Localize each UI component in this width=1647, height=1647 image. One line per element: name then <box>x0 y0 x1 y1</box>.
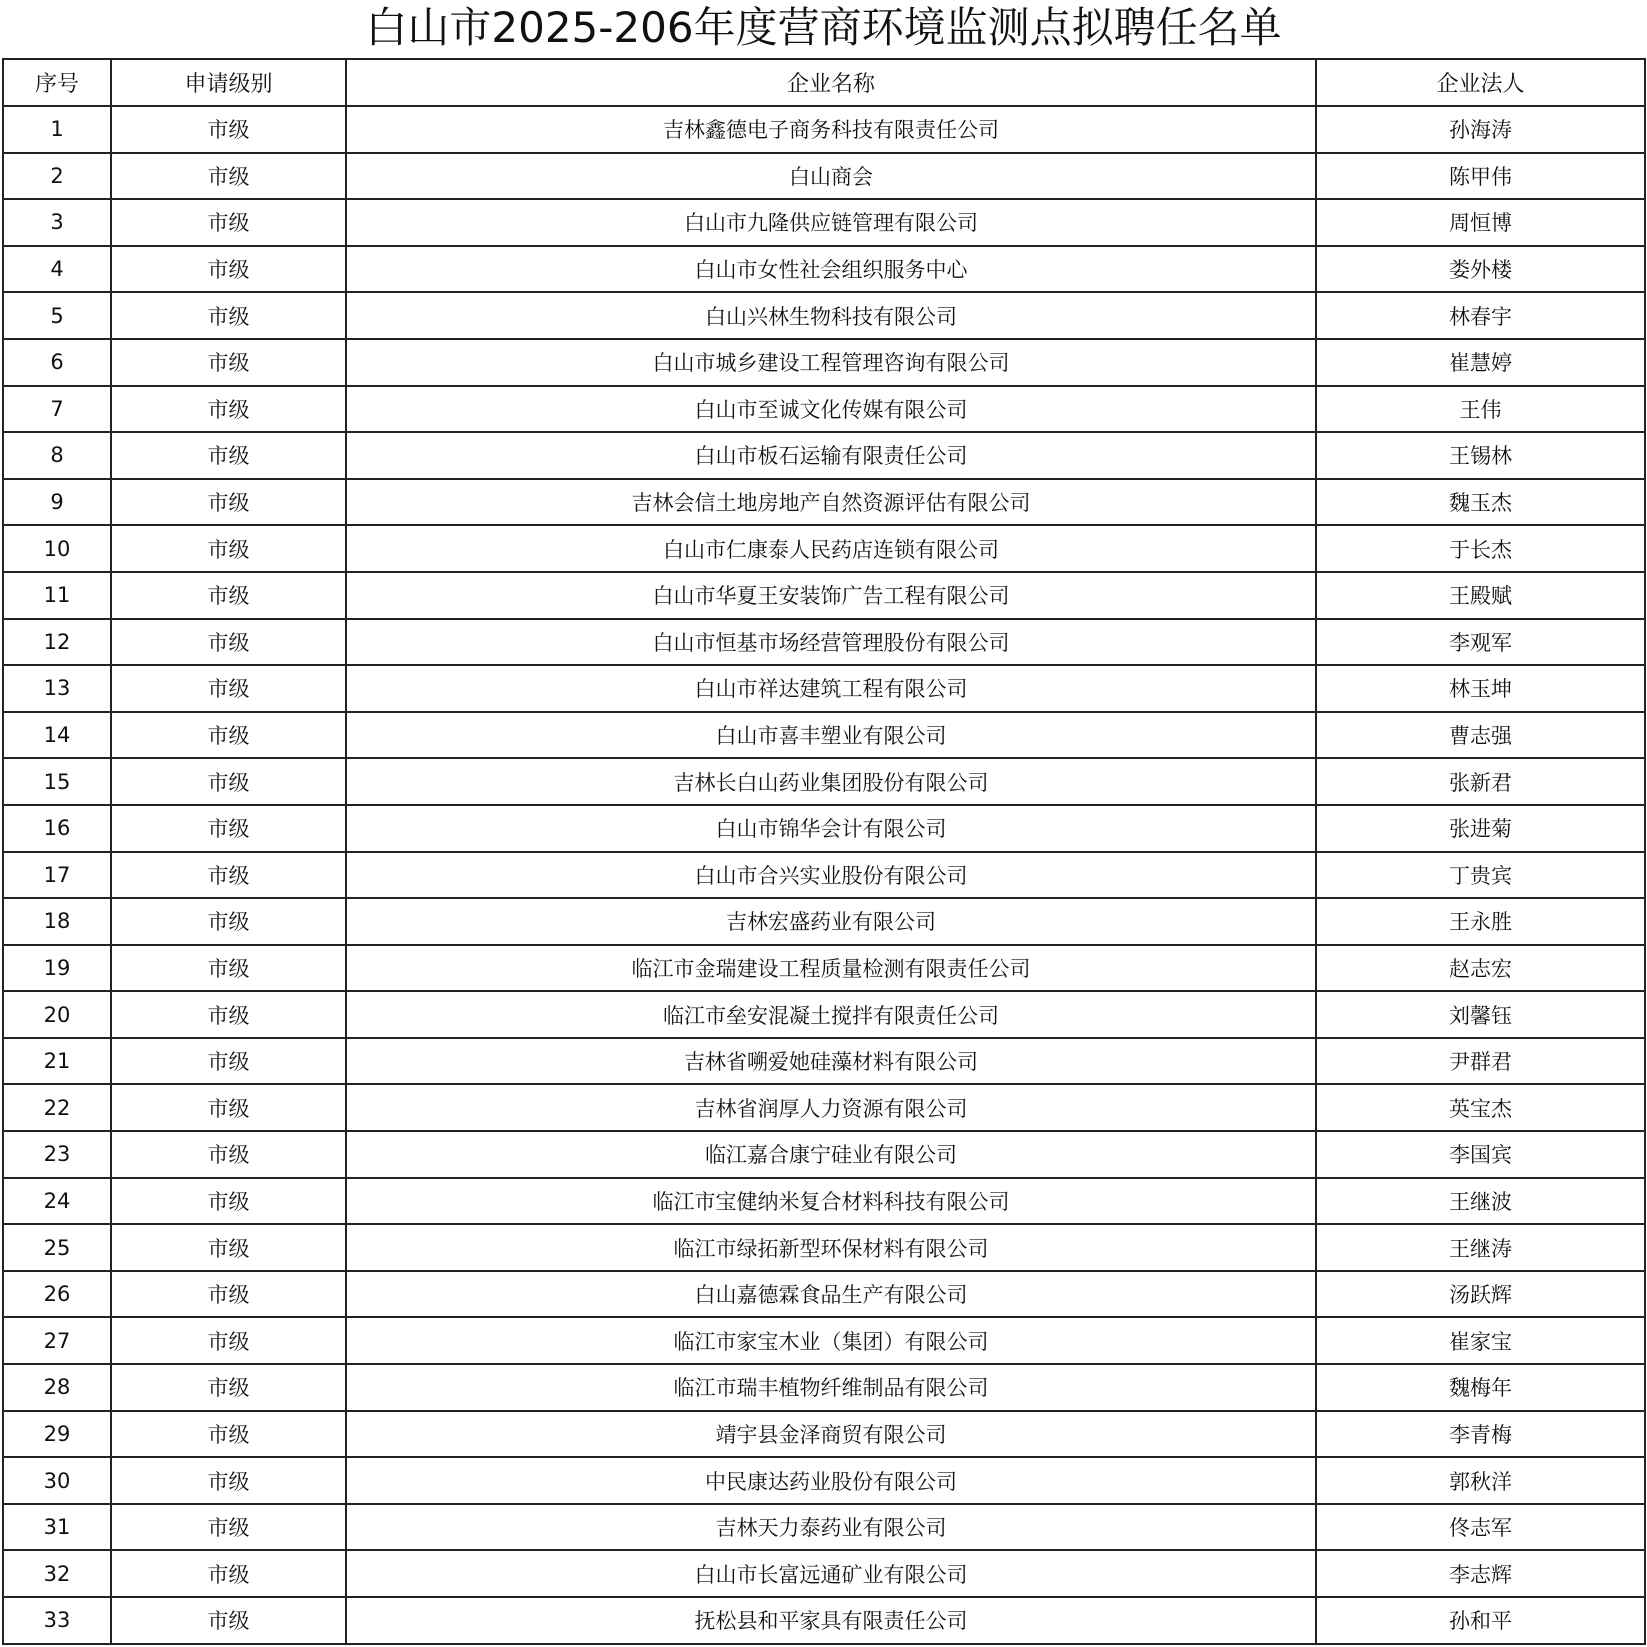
table-row <box>3 1504 1645 1551</box>
cell-legal-person: 张新君 <box>1316 758 1645 805</box>
cell-company: 白山市城乡建设工程管理咨询有限公司 <box>346 339 1316 386</box>
table-row <box>3 199 1645 246</box>
cell-company: 临江嘉合康宁硅业有限公司 <box>346 1131 1316 1178</box>
table-body <box>3 106 1645 1644</box>
cell-company: 吉林会信土地房地产自然资源评估有限公司 <box>346 479 1316 526</box>
table-row <box>3 1178 1645 1225</box>
cell-legal-person: 李国宾 <box>1316 1131 1645 1178</box>
cell-legal-person: 英宝杰 <box>1316 1084 1645 1131</box>
table-row <box>3 991 1645 1038</box>
cell-company: 白山市锦华会计有限公司 <box>346 805 1316 852</box>
cell-level: 市级 <box>111 1131 346 1178</box>
cell-legal-person: 张进菊 <box>1316 805 1645 852</box>
cell-no: 6 <box>3 339 111 386</box>
header-row <box>3 59 1645 106</box>
cell-no: 1 <box>3 106 111 153</box>
cell-level: 市级 <box>111 852 346 899</box>
cell-no: 30 <box>3 1457 111 1504</box>
table-row <box>3 525 1645 572</box>
cell-level: 市级 <box>111 712 346 759</box>
cell-company: 白山市恒基市场经营管理股份有限公司 <box>346 619 1316 666</box>
cell-level: 市级 <box>111 106 346 153</box>
cell-company: 白山市华夏王安装饰广告工程有限公司 <box>346 572 1316 619</box>
cell-legal-person: 王继波 <box>1316 1178 1645 1225</box>
cell-no: 21 <box>3 1038 111 1085</box>
header-company: 企业名称 <box>346 59 1316 106</box>
table-row <box>3 1131 1645 1178</box>
cell-legal-person: 周恒博 <box>1316 199 1645 246</box>
cell-company: 白山商会 <box>346 153 1316 200</box>
table-row <box>3 665 1645 712</box>
cell-legal-person: 汤跃辉 <box>1316 1271 1645 1318</box>
roster-table <box>2 58 1646 1645</box>
cell-level: 市级 <box>111 991 346 1038</box>
table-row <box>3 292 1645 339</box>
cell-level: 市级 <box>111 386 346 433</box>
cell-no: 33 <box>3 1597 111 1644</box>
cell-no: 25 <box>3 1224 111 1271</box>
cell-no: 7 <box>3 386 111 433</box>
cell-company: 吉林宏盛药业有限公司 <box>346 898 1316 945</box>
cell-level: 市级 <box>111 1178 346 1225</box>
table-row <box>3 712 1645 759</box>
cell-no: 2 <box>3 153 111 200</box>
table-row <box>3 432 1645 479</box>
cell-company: 白山市仁康泰人民药店连锁有限公司 <box>346 525 1316 572</box>
cell-level: 市级 <box>111 339 346 386</box>
cell-no: 28 <box>3 1364 111 1411</box>
cell-legal-person: 孙海涛 <box>1316 106 1645 153</box>
table-row <box>3 1597 1645 1644</box>
cell-level: 市级 <box>111 1364 346 1411</box>
cell-legal-person: 曹志强 <box>1316 712 1645 759</box>
cell-no: 14 <box>3 712 111 759</box>
cell-level: 市级 <box>111 1411 346 1458</box>
table-row <box>3 339 1645 386</box>
table-row <box>3 106 1645 153</box>
cell-company: 吉林天力泰药业有限公司 <box>346 1504 1316 1551</box>
table-row <box>3 386 1645 433</box>
table-row <box>3 945 1645 992</box>
cell-no: 8 <box>3 432 111 479</box>
cell-no: 31 <box>3 1504 111 1551</box>
table-row <box>3 805 1645 852</box>
table-row <box>3 1317 1645 1364</box>
cell-level: 市级 <box>111 945 346 992</box>
table-row <box>3 1084 1645 1131</box>
cell-company: 白山市合兴实业股份有限公司 <box>346 852 1316 899</box>
header-level: 申请级别 <box>111 59 346 106</box>
cell-legal-person: 李青梅 <box>1316 1411 1645 1458</box>
cell-level: 市级 <box>111 199 346 246</box>
cell-no: 18 <box>3 898 111 945</box>
cell-legal-person: 王继涛 <box>1316 1224 1645 1271</box>
cell-company: 中民康达药业股份有限公司 <box>346 1457 1316 1504</box>
cell-legal-person: 林玉坤 <box>1316 665 1645 712</box>
cell-no: 17 <box>3 852 111 899</box>
table-row <box>3 153 1645 200</box>
cell-level: 市级 <box>111 665 346 712</box>
cell-legal-person: 王锡林 <box>1316 432 1645 479</box>
cell-company: 临江市金瑞建设工程质量检测有限责任公司 <box>346 945 1316 992</box>
cell-legal-person: 王伟 <box>1316 386 1645 433</box>
cell-level: 市级 <box>111 572 346 619</box>
cell-level: 市级 <box>111 758 346 805</box>
cell-company: 白山市女性社会组织服务中心 <box>346 246 1316 293</box>
cell-no: 9 <box>3 479 111 526</box>
cell-level: 市级 <box>111 619 346 666</box>
cell-legal-person: 郭秋洋 <box>1316 1457 1645 1504</box>
table-row <box>3 1271 1645 1318</box>
cell-legal-person: 林春宇 <box>1316 292 1645 339</box>
cell-company: 临江市宝健纳米复合材料科技有限公司 <box>346 1178 1316 1225</box>
cell-no: 16 <box>3 805 111 852</box>
cell-level: 市级 <box>111 1457 346 1504</box>
cell-company: 白山市至诚文化传媒有限公司 <box>346 386 1316 433</box>
cell-no: 5 <box>3 292 111 339</box>
table-row <box>3 619 1645 666</box>
cell-no: 22 <box>3 1084 111 1131</box>
cell-level: 市级 <box>111 1317 346 1364</box>
cell-legal-person: 李观军 <box>1316 619 1645 666</box>
cell-company: 靖宇县金泽商贸有限公司 <box>346 1411 1316 1458</box>
cell-company: 白山市长富远通矿业有限公司 <box>346 1550 1316 1597</box>
cell-no: 15 <box>3 758 111 805</box>
table-row <box>3 852 1645 899</box>
cell-company: 临江市家宝木业（集团）有限公司 <box>346 1317 1316 1364</box>
cell-level: 市级 <box>111 525 346 572</box>
cell-company: 白山嘉德霖食品生产有限公司 <box>346 1271 1316 1318</box>
cell-company: 吉林鑫德电子商务科技有限责任公司 <box>346 106 1316 153</box>
cell-no: 12 <box>3 619 111 666</box>
roster-table-container <box>2 58 1646 1645</box>
cell-legal-person: 王永胜 <box>1316 898 1645 945</box>
page-title: 白山市2025-206年度营商环境监测点拟聘任名单 <box>365 3 1282 52</box>
cell-company: 吉林省嗍爱她硅藻材料有限公司 <box>346 1038 1316 1085</box>
table-row <box>3 246 1645 293</box>
cell-level: 市级 <box>111 1084 346 1131</box>
cell-legal-person: 崔慧婷 <box>1316 339 1645 386</box>
cell-no: 26 <box>3 1271 111 1318</box>
cell-level: 市级 <box>111 1038 346 1085</box>
cell-level: 市级 <box>111 1271 346 1318</box>
cell-no: 11 <box>3 572 111 619</box>
cell-company: 吉林长白山药业集团股份有限公司 <box>346 758 1316 805</box>
cell-company: 白山兴林生物科技有限公司 <box>346 292 1316 339</box>
cell-company: 吉林省润厚人力资源有限公司 <box>346 1084 1316 1131</box>
cell-company: 白山市板石运输有限责任公司 <box>346 432 1316 479</box>
cell-level: 市级 <box>111 246 346 293</box>
cell-level: 市级 <box>111 1224 346 1271</box>
cell-level: 市级 <box>111 898 346 945</box>
cell-legal-person: 娄外楼 <box>1316 246 1645 293</box>
cell-company: 临江市瑞丰植物纤维制品有限公司 <box>346 1364 1316 1411</box>
cell-no: 4 <box>3 246 111 293</box>
cell-company: 临江市绿拓新型环保材料有限公司 <box>346 1224 1316 1271</box>
cell-level: 市级 <box>111 1504 346 1551</box>
cell-no: 19 <box>3 945 111 992</box>
cell-legal-person: 佟志军 <box>1316 1504 1645 1551</box>
cell-no: 29 <box>3 1411 111 1458</box>
cell-legal-person: 李志辉 <box>1316 1550 1645 1597</box>
table-row <box>3 479 1645 526</box>
cell-company: 抚松县和平家具有限责任公司 <box>346 1597 1316 1644</box>
table-row <box>3 1038 1645 1085</box>
cell-no: 23 <box>3 1131 111 1178</box>
cell-company: 白山市九隆供应链管理有限公司 <box>346 199 1316 246</box>
table-header <box>3 59 1645 106</box>
cell-legal-person: 尹群君 <box>1316 1038 1645 1085</box>
cell-no: 3 <box>3 199 111 246</box>
cell-no: 13 <box>3 665 111 712</box>
cell-legal-person: 丁贵宾 <box>1316 852 1645 899</box>
cell-level: 市级 <box>111 805 346 852</box>
cell-no: 24 <box>3 1178 111 1225</box>
table-row <box>3 1224 1645 1271</box>
cell-level: 市级 <box>111 1550 346 1597</box>
cell-level: 市级 <box>111 1597 346 1644</box>
cell-company: 白山市喜丰塑业有限公司 <box>346 712 1316 759</box>
cell-legal-person: 孙和平 <box>1316 1597 1645 1644</box>
cell-no: 20 <box>3 991 111 1038</box>
cell-legal-person: 赵志宏 <box>1316 945 1645 992</box>
cell-no: 32 <box>3 1550 111 1597</box>
cell-legal-person: 于长杰 <box>1316 525 1645 572</box>
cell-legal-person: 魏梅年 <box>1316 1364 1645 1411</box>
cell-legal-person: 刘馨钰 <box>1316 991 1645 1038</box>
table-row <box>3 1457 1645 1504</box>
cell-legal-person: 王殿赋 <box>1316 572 1645 619</box>
table-row <box>3 1364 1645 1411</box>
cell-company: 临江市垒安混凝土搅拌有限责任公司 <box>346 991 1316 1038</box>
table-row <box>3 572 1645 619</box>
table-row <box>3 1411 1645 1458</box>
header-no: 序号 <box>3 59 111 106</box>
cell-level: 市级 <box>111 479 346 526</box>
table-row <box>3 1550 1645 1597</box>
cell-legal-person: 陈甲伟 <box>1316 153 1645 200</box>
cell-level: 市级 <box>111 292 346 339</box>
header-legal-person: 企业法人 <box>1316 59 1645 106</box>
cell-level: 市级 <box>111 432 346 479</box>
cell-legal-person: 魏玉杰 <box>1316 479 1645 526</box>
cell-no: 27 <box>3 1317 111 1364</box>
cell-company: 白山市祥达建筑工程有限公司 <box>346 665 1316 712</box>
table-row <box>3 898 1645 945</box>
cell-level: 市级 <box>111 153 346 200</box>
table-row <box>3 758 1645 805</box>
cell-no: 10 <box>3 525 111 572</box>
cell-legal-person: 崔家宝 <box>1316 1317 1645 1364</box>
